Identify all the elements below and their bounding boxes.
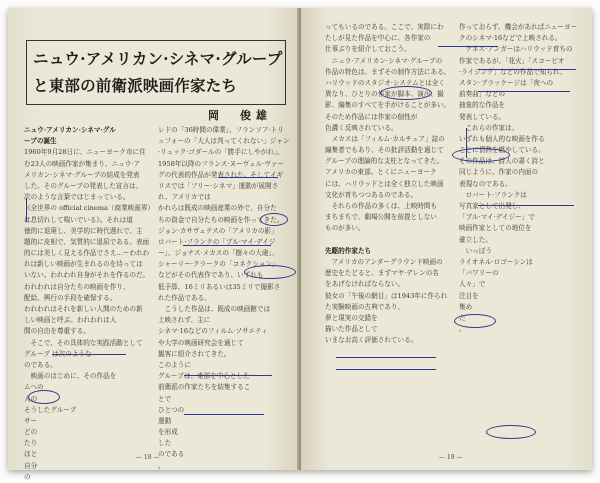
text-line: などがその代表作であり、いずれも xyxy=(158,271,264,280)
text-line: 確立した。 xyxy=(459,235,492,244)
text-line: レドの「36時間の偉業」、フランソア·トリ xyxy=(158,126,284,134)
text-line: 集め xyxy=(459,302,473,311)
text-line: しい映画と呼ぶ。われわれは人 xyxy=(24,316,117,325)
text-line: ちの資金で自分たちの映画を作ってきた。 xyxy=(158,215,284,224)
text-line: や大学の映画研究会を通じて xyxy=(158,338,244,347)
text-line: 配給、興行の手段を確保する。 xyxy=(24,293,117,302)
text-line: む23人の映画作家が集まり、ニュウ·ア xyxy=(24,159,140,168)
text-line: 1960年9月28日に、ニューヨーク市に住 xyxy=(24,148,146,157)
text-line: このように xyxy=(158,360,191,369)
text-line: ュフォーの「大人は判ってくれない」ジャン xyxy=(158,137,290,146)
text-line xyxy=(459,335,581,346)
text-line: のである xyxy=(158,450,185,459)
text-line: メリカン·シネマ·グループの結成を発表 xyxy=(24,170,140,179)
pen-circle xyxy=(454,314,496,328)
text-line: まちまちで、劇場公開を前提としない xyxy=(325,213,437,222)
text-line: それらの作品の多くは、上映時間も xyxy=(325,202,438,210)
text-line: 間の自由を尊重する。 xyxy=(24,327,90,336)
text-line: サー xyxy=(24,416,38,425)
text-line: 編集者でもあり、その批評活動を通じて xyxy=(325,146,444,155)
text-line: シャーリー·クラークの「コネクション」 xyxy=(158,260,279,269)
text-line: 《全世界の official cinema（商業映画界） xyxy=(24,204,155,213)
text-line: 人々」で xyxy=(459,280,486,289)
text-line: の xyxy=(24,472,31,481)
text-line: 次のような言葉ではじまっている。 xyxy=(24,193,130,202)
text-line: た実験映画の古典であり、 xyxy=(325,302,405,311)
text-line: とで xyxy=(158,394,172,403)
pen-margin-mark xyxy=(26,198,29,222)
text-line: われわれは自分たちの映画を作り、 xyxy=(24,282,130,291)
text-line: 写真家として出発し、 xyxy=(459,202,525,210)
text-line: クのシネマ·16などで上映される。 xyxy=(459,34,562,43)
text-line: グループは、東部を中心とした xyxy=(158,372,250,381)
pen-underline xyxy=(478,90,570,92)
left-column-2 xyxy=(158,125,290,470)
text-line: ライオネル·ロゴーシンは xyxy=(459,257,533,266)
text-line: 前衛派の作家たちを結集するこ xyxy=(158,383,251,392)
text-line: ロバート·フランクの「プル·マイ·デイジ xyxy=(158,237,276,246)
text-line: 影、編集のすべてを手がけることが多い。 xyxy=(325,101,451,110)
text-line: 題的に皮相で、気質的に退屈である。表面 xyxy=(24,237,150,246)
text-line: れ、アメリカでは xyxy=(158,193,211,202)
text-line: 。 xyxy=(459,325,466,334)
text-line: 抽象的な作品を xyxy=(459,101,506,110)
text-line: 映画作家としての地位を xyxy=(459,224,532,233)
pen-circle xyxy=(260,213,288,226)
text-line: 色濃く反映されている。 xyxy=(325,123,398,132)
pen-underline xyxy=(184,413,264,415)
text-line: その作品は、詩人の書く詩と xyxy=(459,157,545,166)
text-line: そのため作品には作家の個性が xyxy=(325,112,418,121)
text-line: どの xyxy=(24,428,38,437)
pen-underline xyxy=(336,356,436,358)
text-line: ことに情熱を燃やしている。 xyxy=(459,146,545,155)
text-line: 「プル·マイ·デイジー」で xyxy=(459,213,535,222)
text-line: 夢と現実の交錯を xyxy=(325,313,378,322)
pen-underline xyxy=(336,368,436,370)
article-title-line-1: ニュウ·アメリカン·シネマ·グループ xyxy=(33,49,283,68)
text-line: かれらは既成の映画産業の外で、自分た xyxy=(158,204,277,213)
text-line: れは新しい映画が生まれるのを待っては xyxy=(24,260,143,269)
text-line: 作家であるが、「花火」「スコーピオ xyxy=(459,56,565,65)
text-line xyxy=(325,235,453,246)
pen-underline xyxy=(183,244,271,246)
text-line: ロバート·フランクは xyxy=(459,190,527,199)
pen-circle xyxy=(244,265,296,279)
text-line: これらの作家は、 xyxy=(459,123,519,132)
text-line: 徳的に退廃し、美学的に時代遅れで、主 xyxy=(24,226,143,235)
text-line: 。 xyxy=(158,461,165,470)
text-line: 1958年以降のフランス·ヌーヴェル·ヴァー xyxy=(158,159,284,168)
text-line: ニュウ·アメリカン·シネマ·グル xyxy=(24,126,116,134)
text-line: 先駆的作家たち xyxy=(325,246,372,255)
pen-underline xyxy=(218,176,278,178)
author-name: 岡 俊雄 xyxy=(208,109,272,122)
text-line: 歴史をたどると、まずマヤ·デレンの名 xyxy=(325,269,439,278)
pen-underline xyxy=(478,68,576,70)
text-line: 作品の特色は、まずその制作方法にある。 xyxy=(325,67,451,76)
pen-circle xyxy=(28,390,60,404)
text-line: リスでは「フリー·シネマ」運動が展開さ xyxy=(158,181,279,190)
text-line xyxy=(325,369,453,380)
text-line: ニュウ·アメリカン·シネマ·グループの xyxy=(325,56,443,65)
text-line: ものが多い。 xyxy=(325,224,365,233)
text-line: には、ハリウッドとは全く独立した映画 xyxy=(325,179,444,188)
text-line: た xyxy=(459,313,466,322)
text-line: 作っておらず、機会があればニューヨー xyxy=(459,23,578,31)
text-line: のである。 xyxy=(24,360,57,369)
text-line: れた作品である。 xyxy=(158,293,211,302)
text-line: グループの理論的な支柱となってきた。 xyxy=(325,157,444,166)
pen-margin-mark xyxy=(466,128,469,158)
text-line: をあげなければならない。 xyxy=(325,280,405,289)
text-line: ハリウッドのスタジオ·システムとは全く xyxy=(325,78,445,87)
text-line: 彼女の「午後の網目」は1943年に作られ xyxy=(325,291,448,300)
text-line: 上映されず、主に xyxy=(158,316,211,325)
text-line: たり xyxy=(24,439,38,448)
pen-circle xyxy=(486,425,536,439)
text-line: アメリカのアンダーグラウンド映画の xyxy=(325,257,443,266)
text-line: われわれはそれを新しい人間のための新 xyxy=(24,305,143,313)
text-line: ムへの xyxy=(24,383,44,392)
pen-circle xyxy=(452,148,510,162)
pen-underline xyxy=(52,353,126,355)
text-line: 運動 xyxy=(158,416,172,425)
page-number-left: — 18 — xyxy=(136,454,160,461)
text-line: スタン·ブラッケージは「夜への xyxy=(459,78,554,87)
text-line: 注目を xyxy=(459,291,479,300)
text-line: シネマ·16などのフィルム·ソサエティ xyxy=(158,327,268,336)
text-line: 映画のはじめに、その作品を xyxy=(24,372,117,381)
text-line: 表現なのである。 xyxy=(459,179,512,188)
pen-circle xyxy=(380,86,432,100)
text-line: そこで、その具体的な実践活動として xyxy=(24,338,143,347)
text-line: 「バワリーの xyxy=(459,269,499,278)
magazine-spread xyxy=(8,8,592,481)
text-line: ってもいるのである。ここで、実際にわ xyxy=(325,23,444,31)
text-line: 自分 xyxy=(24,461,38,470)
pen-underline xyxy=(184,374,272,376)
text-line: 低予算、16ミリあるいは35ミリで撮影さ xyxy=(158,282,281,291)
text-line: 文化が育ちつつあるのである。 xyxy=(325,190,418,199)
text-line: グループ は次のような xyxy=(24,349,92,358)
text-line: 観客に紹介されてきた。 xyxy=(158,349,231,358)
text-line: 発表している。 xyxy=(459,112,506,121)
text-line: ケネス·アンガーはハリウッド育ちの xyxy=(459,45,573,54)
text-line: ·リュック·ゴダールの「勝手にしやがれ」、 xyxy=(158,148,284,157)
text-line: は息切れして喘いでいる》。それは道 xyxy=(24,215,133,224)
article-title-box xyxy=(26,40,286,105)
text-line: した。そのグループの発表した宣言は、 xyxy=(24,181,143,190)
text-line: いない。われわれ自身がそれを作るのだ。 xyxy=(24,271,150,280)
text-line: メカスは「フィルム·カルチュア」誌の xyxy=(325,134,445,143)
text-line: 前奏曲」などの xyxy=(459,90,506,99)
text-line: ひとつの xyxy=(158,405,185,414)
text-line: 的には美しく見える作品でさえ…ーわれわ xyxy=(24,249,150,258)
right-page xyxy=(301,8,592,470)
text-line: こうした作品は、既成の映画館では xyxy=(158,305,271,313)
pen-underline xyxy=(438,45,498,47)
text-line xyxy=(459,358,581,369)
text-line: たしが見た作品を中心に、各作家の xyxy=(325,34,431,43)
text-line: 仕事ぶりを紹介しておこう。 xyxy=(325,45,411,54)
text-line: 描いた作品として xyxy=(325,325,378,334)
pen-underline xyxy=(478,204,574,206)
text-line: ·ライジング」などの作品で知られ、 xyxy=(459,67,567,76)
text-line: 異なり、ひとりの作家が脚本、演出、撮 xyxy=(325,90,444,99)
article-title-line-2: と東部の前衛派映画作家たち xyxy=(33,76,238,95)
page-number-right: — 19 — xyxy=(439,454,463,461)
text-line: いっぽう xyxy=(459,246,492,255)
text-line: いまなお高く評価されている。 xyxy=(325,336,418,345)
text-line: を形成 xyxy=(158,428,178,437)
text-line: ほと xyxy=(24,450,38,459)
text-line: ジョン·カサヴェテスの「アメリカの影」 xyxy=(158,226,278,235)
right-column-2 xyxy=(459,22,581,452)
text-line: 同じように、作家の内面の xyxy=(459,168,539,177)
text-line: 人の xyxy=(24,394,38,403)
text-line: アメリカの東部、とくにニューヨーク xyxy=(325,168,437,177)
text-line xyxy=(459,369,581,380)
text-line: グの代表的作品が発表された。そしてイギ xyxy=(158,170,284,179)
text-line: そうしたグループ xyxy=(24,405,77,414)
text-line: した xyxy=(158,439,172,448)
text-line xyxy=(459,346,581,357)
text-line: いずれも個人的な映画を作る xyxy=(459,134,545,143)
text-line: ープの誕生 xyxy=(24,137,57,146)
text-line: ー」、ジョナス·メカスの「樹々の大砲」、 xyxy=(158,249,279,258)
